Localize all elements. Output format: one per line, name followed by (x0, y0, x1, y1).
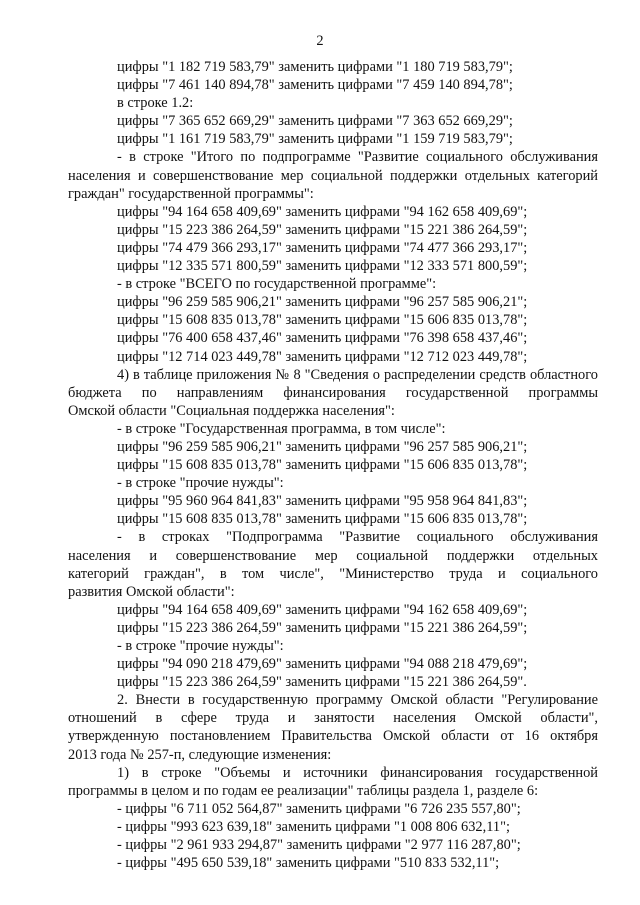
text-line: цифры "95 960 964 841,83" заменить цифрами "95 958 964 841,83"; (117, 493, 528, 510)
text-line: - цифры "2 961 933 294,87" заменить цифрами "2 977 116 287,80"; (117, 837, 521, 854)
text-line: - в строках "Подпрограмма "Развитие социального обслуживания (117, 529, 598, 546)
text-line: - цифры "6 711 052 564,87" заменить цифрами "6 726 235 557,80"; (117, 800, 521, 817)
text-line: отношений в сфере труда и занятости населения Омской области", (68, 710, 598, 727)
text-line: населения и совершенствование мер социальной поддержки отдельных (68, 547, 598, 564)
text-line: - цифры "993 623 639,18" заменить цифрами "1 008 806 632,11"; (117, 818, 510, 835)
page-number: 2 (316, 33, 324, 49)
text-line: граждан" государственной программы": (68, 185, 314, 202)
text-line: программы в целом и по годам ее реализации" таблицы раздела 1, разделе 6: (68, 782, 539, 799)
text-line: - в строке "ВСЕГО по государственной программе": (117, 276, 437, 293)
text-line: цифры "15 608 835 013,78" заменить цифрами "15 606 835 013,78"; (117, 457, 528, 474)
text-line: цифры "94 164 658 409,69" заменить цифрами "94 162 658 409,69"; (117, 203, 528, 220)
text-line: цифры "12 335 571 800,59" заменить цифрами "12 333 571 800,59"; (117, 258, 528, 275)
document-body (68, 58, 598, 872)
text-line: цифры "76 400 658 437,46" заменить цифрами "76 398 658 437,46"; (117, 330, 528, 347)
text-line: цифры "94 090 218 479,69" заменить цифрами "94 088 218 479,69"; (117, 656, 528, 673)
text-line: категорий граждан", в том числе", "Министерство труда и социального (68, 565, 598, 582)
text-line: - в строке "прочие нужды": (117, 475, 284, 492)
text-line: в строке 1.2: (117, 95, 194, 112)
text-line: цифры "15 223 386 264,59" заменить цифрами "15 221 386 264,59". (117, 674, 527, 691)
text-line: цифры "1 182 719 583,79" заменить цифрами "1 180 719 583,79"; (117, 59, 513, 75)
text-line: цифры "7 365 652 669,29" заменить цифрами "7 363 652 669,29"; (117, 113, 513, 130)
text-line: - в строке "Государственная программа, в том числе": (117, 420, 446, 437)
text-line: цифры "15 608 835 013,78" заменить цифрами "15 606 835 013,78"; (117, 312, 528, 329)
text-line: развития Омской области": (68, 583, 235, 600)
text-line: цифры "15 223 386 264,59" заменить цифрами "15 221 386 264,59"; (117, 221, 528, 238)
text-line: утвержденную постановлением Правительства Омской области от 16 октября (68, 728, 598, 745)
text-line: цифры "12 714 023 449,78" заменить цифрами "12 712 023 449,78"; (117, 348, 528, 365)
text-line: - в строке "прочие нужды": (117, 638, 284, 654)
text-line: 2. Внести в государственную программу Омской области "Регулирование (117, 692, 598, 709)
text-line: 4) в таблице приложения № 8 "Сведения о распределении средств областного (117, 366, 598, 383)
text-line: цифры "7 461 140 894,78" заменить цифрами "7 459 140 894,78"; (117, 77, 513, 94)
text-line: цифры "96 259 585 906,21" заменить цифрами "96 257 585 906,21"; (117, 294, 528, 311)
text-line: цифры "96 259 585 906,21" заменить цифрами "96 257 585 906,21"; (117, 438, 528, 455)
text-line: цифры "1 161 719 583,79" заменить цифрами "1 159 719 583,79"; (117, 131, 513, 148)
text-line: цифры "15 608 835 013,78" заменить цифрами "15 606 835 013,78"; (117, 511, 528, 528)
text-line: - цифры "495 650 539,18" заменить цифрами "510 833 532,11"; (117, 855, 500, 872)
text-line: цифры "94 164 658 409,69" заменить цифрами "94 162 658 409,69"; (117, 601, 528, 618)
text-line: 1) в строке "Объемы и источники финансирования государственной (117, 764, 598, 781)
text-line: цифры "74 479 366 293,17" заменить цифрами "74 477 366 293,17"; (117, 239, 528, 256)
text-line: - в строке "Итого по подпрограмме "Развитие социального обслуживания (117, 149, 598, 166)
text-line: 2013 года № 257-п, следующие изменения: (68, 746, 332, 763)
text-line: цифры "15 223 386 264,59" заменить цифрами "15 221 386 264,59"; (117, 619, 528, 636)
text-line: бюджета по направлениям финансирования государственной программы (68, 384, 598, 401)
text-line: Омской области "Социальная поддержка населения": (68, 402, 395, 419)
text-line: населения и совершенствование мер социальной поддержки отдельных категорий (68, 167, 598, 184)
